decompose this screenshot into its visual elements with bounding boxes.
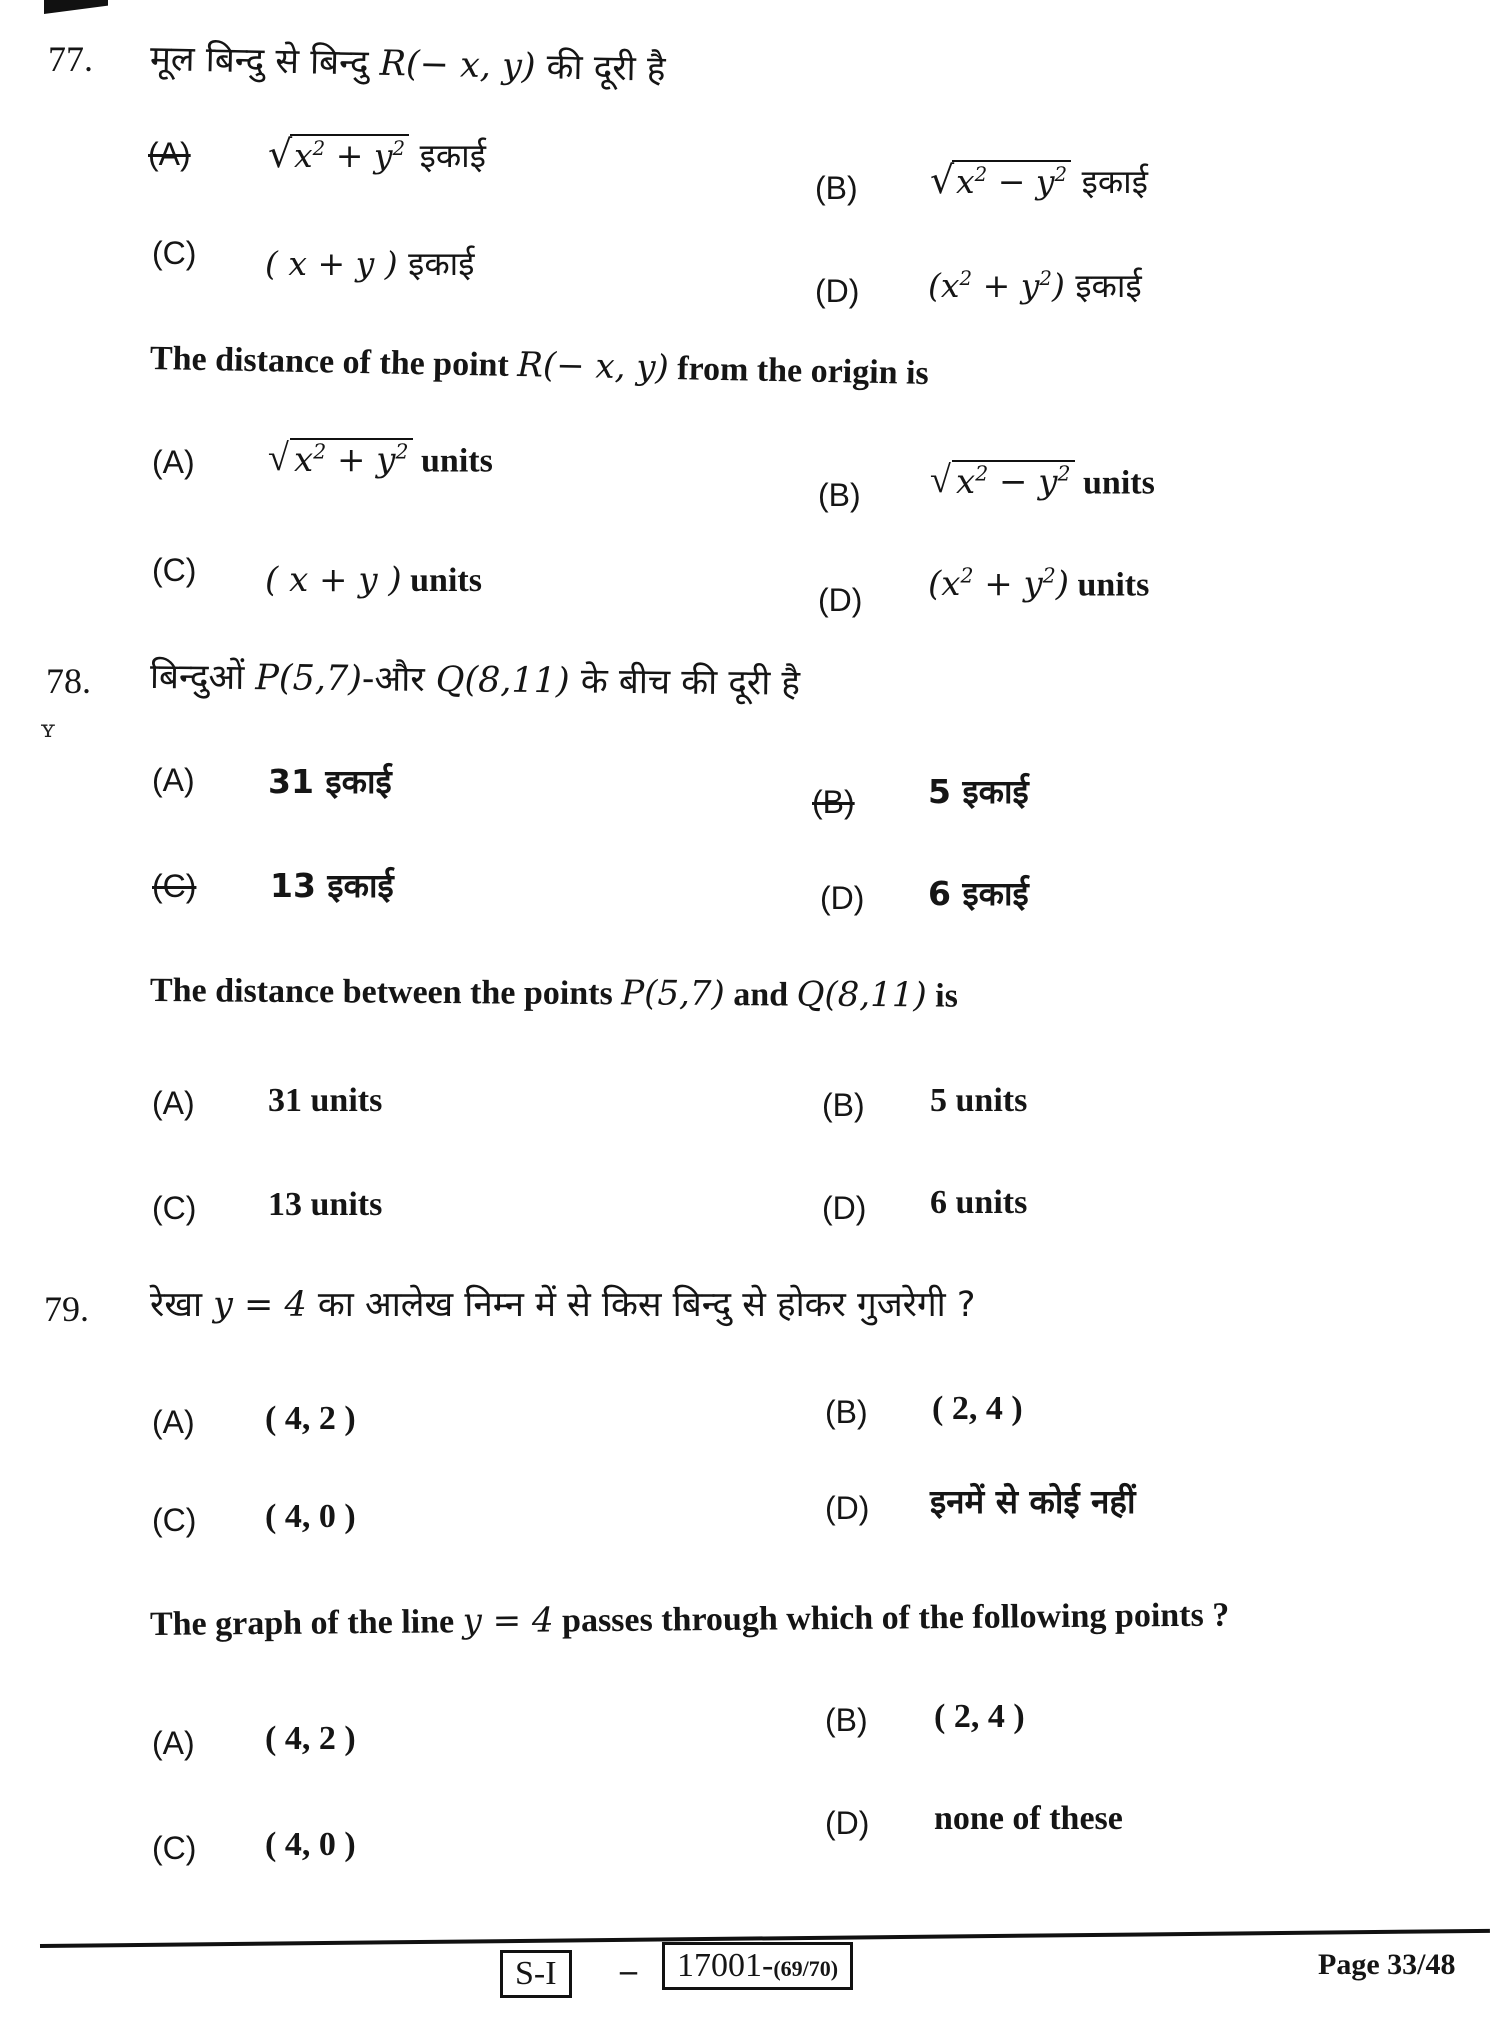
option-label-a[interactable]: (A): [152, 1725, 195, 1761]
option-value-b: ( 2, 4 ): [932, 1390, 1023, 1427]
option-value-a: ( 4, 2 ): [265, 1720, 356, 1757]
footer-separator: –: [620, 1952, 637, 1989]
question-78-english: The distance between the points P(5,7) and Q(8,11) is: [149, 972, 959, 1016]
question-78-hindi: बिन्दुओं P(5,7)-और Q(8,11) के बीच की दूरी है: [149, 657, 801, 704]
option-value-c: ( 4, 0 ): [265, 1498, 356, 1535]
option-label-c[interactable]: (C): [152, 1190, 197, 1226]
option-label-d[interactable]: (D): [818, 582, 863, 618]
question-number-77: 77.: [48, 39, 93, 79]
option-label-c[interactable]: (C): [152, 868, 197, 904]
option-label-a[interactable]: (A): [152, 1085, 195, 1121]
option-label-c[interactable]: (C): [152, 552, 197, 588]
option-value-d: 6 इकाई: [928, 874, 1029, 913]
option-value-d: $(x^2 + y^2)$ units: [928, 564, 1150, 605]
option-label-d[interactable]: (D): [825, 1490, 870, 1526]
series-code-box: S-I: [500, 1950, 572, 1998]
question-number-79: 79.: [44, 1289, 89, 1329]
option-value-b: √ $x^2 - y^2$ units: [930, 462, 1155, 502]
option-value-c: ( x + y ) इकाई: [265, 244, 475, 283]
option-value-c: 13 units: [268, 1186, 383, 1223]
option-value-d: none of these: [934, 1800, 1123, 1837]
option-label-b[interactable]: (B): [812, 784, 855, 820]
option-value-b: ( 2, 4 ): [934, 1698, 1025, 1735]
option-value-a: ( 4, 2 ): [265, 1400, 356, 1437]
option-value-c: 13 इकाई: [270, 866, 394, 905]
option-label-d[interactable]: (D): [820, 880, 865, 916]
option-label-a[interactable]: (A): [152, 762, 195, 798]
option-value-d: $(x^2 + y^2)$ इकाई: [928, 266, 1142, 305]
option-label-d[interactable]: (D): [822, 1190, 867, 1226]
option-value-a: √ $x^2 + y^2$ इकाई: [268, 132, 486, 177]
option-label-c[interactable]: (C): [152, 235, 197, 271]
option-value-a: √ $x^2 + y^2$ units: [268, 440, 493, 480]
option-value-a: 31 इकाई: [268, 762, 392, 801]
option-value-d: इनमें से कोई नहीं: [930, 1482, 1136, 1521]
option-value-b: √ $x^2 - y^2$ इकाई: [930, 158, 1148, 203]
question-79-english: The graph of the line y = 4 passes through which of the following points ?: [149, 1596, 1230, 1643]
paper-code-box: 17001-(69/70): [662, 1942, 853, 1990]
pencil-tick-mark: ʏ: [40, 715, 56, 743]
question-79-hindi: रेखा y = 4 का आलेख निम्न में से किस बिन्दु से होकर गुजरेगी ?: [150, 1285, 976, 1325]
option-value-d: 6 units: [930, 1184, 1028, 1221]
page-number: Page 33/48: [1318, 1948, 1456, 1981]
option-value-a: 31 units: [268, 1082, 383, 1119]
option-label-a[interactable]: (A): [152, 444, 195, 480]
question-77-english: The distance of the point R(− x, y) from the origin is: [149, 340, 930, 392]
option-label-b[interactable]: (B): [825, 1394, 868, 1430]
option-label-a[interactable]: (A): [148, 136, 191, 172]
option-label-d[interactable]: (D): [825, 1805, 870, 1841]
option-label-d[interactable]: (D): [815, 273, 860, 309]
option-value-b: 5 इकाई: [928, 772, 1029, 811]
option-label-b[interactable]: (B): [825, 1702, 868, 1738]
option-label-a[interactable]: (A): [152, 1404, 195, 1440]
option-label-c[interactable]: (C): [152, 1830, 197, 1866]
question-77-hindi: मूल बिन्दु से बिन्दु R(− x, y) की दूरी है: [149, 39, 666, 90]
option-label-b[interactable]: (B): [822, 1087, 865, 1123]
option-value-c: ( x + y ) units: [265, 560, 482, 600]
math-point-r: R(− x, y): [379, 43, 536, 88]
question-number-78: 78.: [46, 661, 91, 701]
option-label-b[interactable]: (B): [815, 170, 858, 206]
scan-corner-mark: [44, 0, 108, 14]
option-value-c: ( 4, 0 ): [265, 1826, 356, 1863]
option-label-c[interactable]: (C): [152, 1502, 197, 1538]
option-label-b[interactable]: (B): [818, 477, 861, 513]
option-value-b: 5 units: [930, 1082, 1028, 1119]
